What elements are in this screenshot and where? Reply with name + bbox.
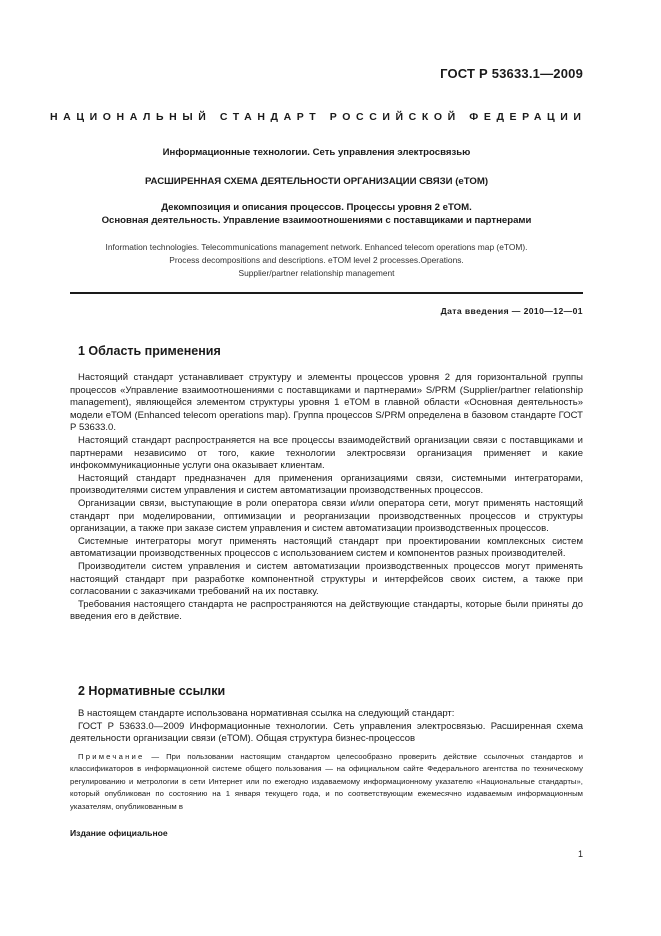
- section-1-paragraph: Производители систем управления и систем автоматизации производственных процессов могут применять настоящий стандарт при разработке компонентной структуры и интерфейсов своих систем, а также при согласовании с заказчиками требований на их поставку.: [70, 560, 583, 598]
- section-2-heading: 2 Нормативные ссылки: [78, 684, 226, 698]
- title-en-line-3: Supplier/partner relationship management: [238, 268, 395, 278]
- section-1-paragraph: Настоящий стандарт предназначен для применения организациями связи, системными интеграторами, производителями систем управления и систем автоматизации производственных процессов.: [70, 472, 583, 497]
- section-2-body: [70, 708, 583, 746]
- section-2-paragraph: В настоящем стандарте использована нормативная ссылка на следующий стандарт:: [78, 708, 455, 719]
- section-1-paragraph: Системные интеграторы могут применять настоящий стандарт при проектировании комплексных систем автоматизации производственных процессов с использованием систем и компонентов разных производителей.: [70, 535, 583, 560]
- title-ru-line-4: Основная деятельность. Управление взаимоотношениями с поставщиками и партнерами: [101, 215, 532, 226]
- section-1-body: [70, 372, 583, 624]
- page-number: 1: [577, 849, 583, 859]
- section-1-paragraph: Настоящий стандарт устанавливает структуру и элементы процессов уровня 2 для горизонтальной группы процессов «Управление взаимоотношениями с поставщиками и партнерами» S/PRM (Supplier/partner relationship management), являющейся элементом структуры уровня 1 еТОМ в главной области «Основная деятельность» модели еТОМ (Enhanced telecom operations map). Группа процессов S/PRM определена в базовом стандарте ГОСТ Р 53633.0.: [70, 372, 583, 434]
- section-1-paragraph: Организации связи, выступающие в роли оператора связи и/или оператора сети, могут применять настоящий стандарт при моделировании, оптимизации и реорганизации производственных процессов и структуры организации, а также при заказе систем управления и систем автоматизации производственных процессов.: [70, 497, 583, 535]
- note-text: — При пользовании настоящим стандартом целесообразно проверить действие ссылочных стандартов и классификаторов в информационной системе общего пользования — на официальном сайте Федерального агентства по техническому регулированию и метрологии в сети Интернет или по ежегодно издаваемому информационному указателю «Национальные стандарты», который опубликован по состоянию на 1 января текущего года, и по соответствующим ежемесячно издаваемым информационным указателям, опубликованным в: [70, 752, 583, 811]
- title-en-line-2: Process decompositions and descriptions. eTOM level 2 processes.Operations.: [169, 255, 464, 265]
- section-1-heading: 1 Область применения: [78, 344, 221, 358]
- national-standard-banner: НАЦИОНАЛЬНЫЙ СТАНДАРТ РОССИЙСКОЙ ФЕДЕРАЦИИ: [50, 111, 587, 123]
- edition-label: Издание официальное: [70, 828, 168, 838]
- title-ru-line-1: Информационные технологии. Сеть управления электросвязью: [162, 147, 471, 158]
- introduction-date: Дата введения — 2010—12—01: [440, 306, 583, 316]
- title-ru-line-2: РАСШИРЕННАЯ СХЕМА ДЕЯТЕЛЬНОСТИ ОРГАНИЗАЦИИ СВЯЗИ (еТОМ): [144, 176, 489, 187]
- section-2-paragraph: ГОСТ Р 53633.0—2009 Информационные технологии. Сеть управления электросвязью. Расширенная схема деятельности организации связи (еТОМ). Общая структура бизнес-процессов: [70, 720, 583, 745]
- header-divider: [70, 292, 583, 294]
- section-1-paragraph: Требования настоящего стандарта не распространяются на действующие стандарты, которые были приняты до введения его в действие.: [70, 598, 583, 623]
- note-label: Примечание: [78, 752, 145, 761]
- title-ru-line-3: Декомпозиция и описания процессов. Процессы уровня 2 еТОМ.: [161, 202, 472, 213]
- section-1-paragraph: Настоящий стандарт распространяется на все процессы взаимодействий организации связи с поставщиками и партнерами независимо от того, какие технологии электросвязи организация применяет и какие инфокоммуникационные услуги она оказывает клиентам.: [70, 434, 583, 472]
- standard-code: ГОСТ Р 53633.1—2009: [440, 66, 583, 81]
- title-en-line-1: Information technologies. Telecommunications management network. Enhanced telecom operations map (eTOM).: [105, 242, 528, 252]
- section-2-note: [70, 751, 583, 813]
